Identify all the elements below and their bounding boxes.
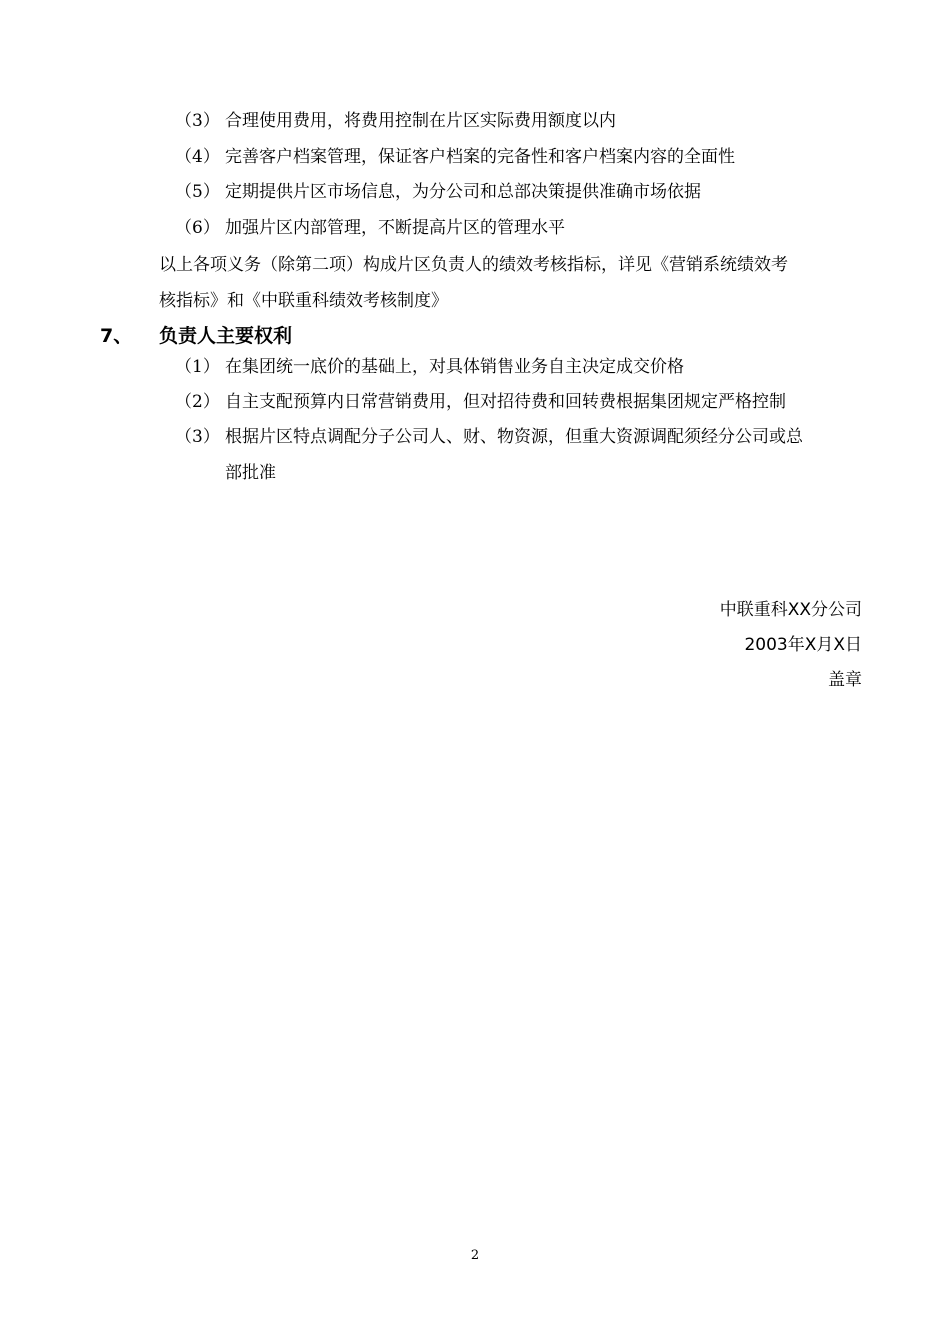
list-item-text: 完善客户档案管理，保证客户档案的完备性和客户档案内容的全面性 bbox=[225, 147, 735, 167]
summary-line-1: 以上各项义务（除第二项）构成片区负责人的绩效考核指标，详见《营销系统绩效考 bbox=[159, 255, 788, 275]
list-item bbox=[175, 103, 875, 139]
list-item-continuation: 部批准 bbox=[225, 463, 276, 483]
list-item bbox=[175, 174, 875, 210]
list-item-text: 加强片区内部管理，不断提高片区的管理水平 bbox=[225, 218, 565, 238]
list-item-text: 合理使用费用，将费用控制在片区实际费用额度以内 bbox=[225, 111, 616, 131]
list-item bbox=[175, 384, 875, 420]
summary-line-2: 核指标》和《中联重科绩效考核制度》 bbox=[159, 291, 448, 311]
list-item-text: 根据片区特点调配分子公司人、财、物资源，但重大资源调配须经分公司或总 bbox=[225, 427, 803, 447]
list-item bbox=[175, 419, 875, 455]
section-title: 负责人主要权利 bbox=[159, 325, 293, 347]
list-item-text: 定期提供片区市场信息，为分公司和总部决策提供准确市场依据 bbox=[225, 182, 701, 202]
list-item-number: （1） bbox=[175, 357, 220, 377]
list-item-number: （6） bbox=[175, 218, 220, 238]
signature-company: 中联重科XX分公司 bbox=[719, 600, 862, 620]
page-number: 2 bbox=[470, 1248, 480, 1263]
list-item bbox=[175, 349, 875, 385]
list-item-text: 在集团统一底价的基础上，对具体销售业务自主决定成交价格 bbox=[225, 357, 684, 377]
list-item bbox=[175, 210, 875, 246]
list-item-text: 自主支配预算内日常营销费用，但对招待费和回转费根据集团规定严格控制 bbox=[225, 392, 786, 412]
list-item-number: （5） bbox=[175, 182, 220, 202]
list-item-number: （3） bbox=[175, 111, 220, 131]
signature-seal: 盖章 bbox=[828, 670, 862, 690]
signature-date: 2003年X月X日 bbox=[744, 635, 862, 655]
list-item-number: （2） bbox=[175, 392, 220, 412]
list-item bbox=[175, 139, 875, 175]
list-item-number: （3） bbox=[175, 427, 220, 447]
list-item-number: （4） bbox=[175, 147, 220, 167]
section-number: 7、 bbox=[100, 325, 133, 347]
